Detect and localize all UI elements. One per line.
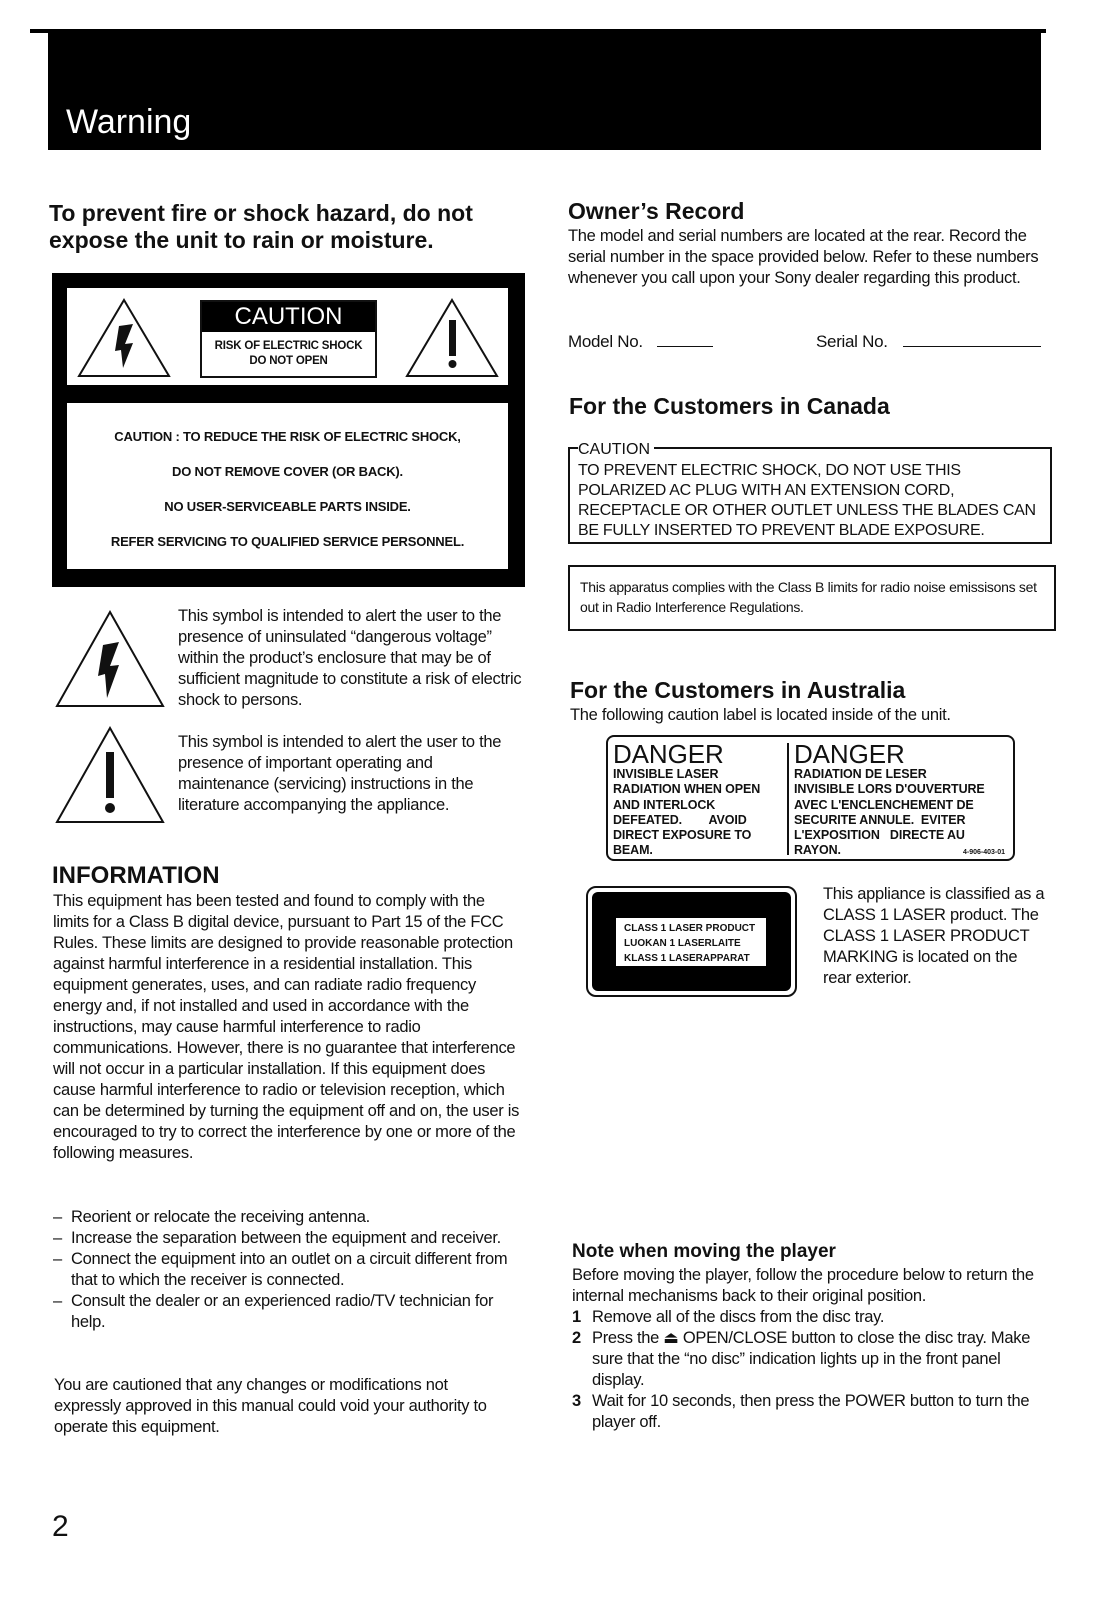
list-item: – Reorient or relocate the receiving antenna. <box>53 1208 370 1226</box>
laser-label-line: KLASS 1 LASERAPPARAT <box>624 953 750 964</box>
information-text: This equipment has been tested and found to comply with the limits for a Class B digital device, pursuant to Part 15 of the FCC Rules. These limits are designed to provide reasonable protection against harmful interference in a residential installation. This equipment generates, uses, and can radiate radio frequency energy and, if not installed and used in accordance with the instructions, may cause harmful interference to radio communications. However, there is no guarantee that interference will not occur in a particular installation. If this equipment does cause harmful interference to radio or television reception, which can be determined by turning the equipment off and on, the user is encouraged to try to correct the interference by one or more of the following measures. <box>53 892 520 1162</box>
danger-english: DANGER INVISIBLE LASER RADIATION WHEN OPEN AND INTERLOCK DEFEATED. AVOID DIRECT EXPOSURE TO BEAM. <box>613 739 761 858</box>
danger-french: DANGER RADIATION DE LESER INVISIBLE LORS D'OUVERTURE AVEC L'ENCLENCHEMENT DE SECURITE ANNULE. EVITER L'EXPOSITION DIRECTE AU RAYON. <box>794 739 985 858</box>
model-label: Model No. <box>568 332 643 351</box>
list-item: 1 Remove all of the discs from the disc tray. <box>572 1308 885 1326</box>
electric-shock-warning-icon <box>77 298 172 378</box>
laser-label-line: LUOKAN 1 LASERLAITE <box>624 938 741 949</box>
laser-class-text: This appliance is classified as a CLASS 1 LASER product. The CLASS 1 LASER PRODUCT MARKING is located on the rear exterior. <box>823 885 1045 987</box>
canada-heading: For the Customers in Canada <box>569 393 890 419</box>
page-number: 2 <box>52 1510 69 1543</box>
label-code: 4-906-403-01 <box>962 849 1005 856</box>
caution-line: DO NOT REMOVE COVER (OR BACK). <box>172 464 403 479</box>
canada-caution-label: CAUTION <box>578 441 654 459</box>
caution-label <box>52 273 525 587</box>
list-item: 3 Wait for 10 seconds, then press the POWER button to turn the player off. <box>572 1392 1030 1431</box>
serial-label: Serial No. <box>816 332 888 351</box>
caution-sub: DO NOT OPEN <box>249 355 328 367</box>
canada-caution-text: TO PREVENT ELECTRIC SHOCK, DO NOT USE THIS POLARIZED AC PLUG WITH AN EXTENSION CORD, RECEPTACLE OR OTHER OUTLET UNLESS THE BLADES CAN BE FULLY INSERTED TO PREVENT BLADE EXPOSURE. <box>578 462 1036 539</box>
laser-label <box>586 886 797 997</box>
electric-shock-symbol-icon <box>55 610 165 708</box>
radio-compliance-text: This apparatus complies with the Class B limits for radio noise emissisons set out in Radio Interference Regulations. <box>580 579 1037 615</box>
information-heading: INFORMATION <box>52 862 220 889</box>
note-text: Before moving the player, follow the procedure below to return the internal mechanisms back to their original position. <box>572 1266 1034 1305</box>
canada-caution-box <box>568 441 1052 544</box>
owners-record-text: The model and serial numbers are located at the rear. Record the serial number in the space provided below. Refer to these numbers whenever you call upon your Sony dealer regarding this product. <box>568 227 1039 287</box>
radio-compliance-box <box>568 565 1056 631</box>
hazard-heading: To prevent fire or shock hazard, do not expose the unit to rain or moisture. <box>49 200 473 253</box>
list-item: 2 Press the ⏏ OPEN/CLOSE button to close the disc tray. Make sure that the “no disc” indication lights up in the front panel display. <box>572 1329 1031 1389</box>
caution-title: CAUTION <box>202 302 375 332</box>
shock-symbol-text: This symbol is intended to alert the user to the presence of uninsulated “dangerous voltage” within the product’s enclosure that may be of sufficient magnitude to constitute a risk of electric shock to persons. <box>178 607 522 709</box>
caution-line: NO USER-SERVICEABLE PARTS INSIDE. <box>164 499 411 514</box>
model-field[interactable] <box>657 346 713 347</box>
serial-field[interactable] <box>903 346 1041 347</box>
exclamation-symbol-text: This symbol is intended to alert the user to the presence of important operating and maintenance (servicing) instructions in the literature accompanying the appliance. <box>178 733 502 814</box>
danger-label <box>606 735 1015 861</box>
exclamation-warning-icon <box>405 298 500 378</box>
australia-text: The following caution label is located inside of the unit. <box>570 706 951 724</box>
list-item: – Increase the separation between the equipment and receiver. <box>53 1229 501 1247</box>
moving-steps <box>572 1307 1050 1433</box>
owners-record-heading: Owner’s Record <box>568 198 745 224</box>
measures-list <box>53 1207 523 1333</box>
caution-line: CAUTION : TO REDUCE THE RISK OF ELECTRIC SHOCK, <box>114 429 461 444</box>
caution-line: REFER SERVICING TO QUALIFIED SERVICE PERSONNEL. <box>110 534 465 549</box>
caution-sub: RISK OF ELECTRIC SHOCK <box>214 340 363 352</box>
laser-label-line: CLASS 1 LASER PRODUCT <box>624 923 756 934</box>
australia-heading: For the Customers in Australia <box>570 677 906 703</box>
exclamation-symbol-icon <box>55 726 165 824</box>
divider <box>787 743 789 855</box>
modification-caution: You are cautioned that any changes or modifications not expressly approved in this manual could void your authority to operate this equipment. <box>54 1376 487 1436</box>
banner-title: Warning <box>66 103 192 141</box>
list-item: – Consult the dealer or an experienced radio/TV technician for help. <box>53 1292 494 1331</box>
note-heading: Note when moving the player <box>572 1241 836 1262</box>
warning-banner <box>48 30 1041 150</box>
list-item: – Connect the equipment into an outlet on a circuit different from that to which the receiver is connected. <box>53 1250 508 1289</box>
